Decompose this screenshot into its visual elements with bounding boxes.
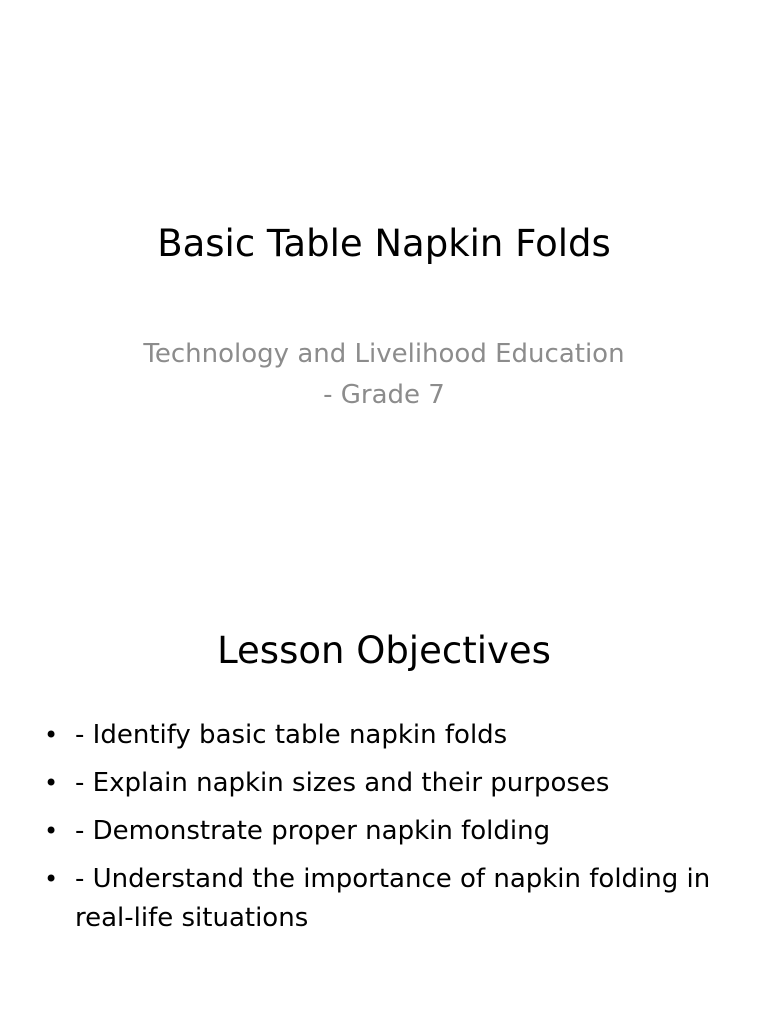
bullet-icon: • xyxy=(44,817,59,845)
slide-title: Basic Table Napkin Folds xyxy=(157,222,611,265)
subtitle-line-2: - Grade 7 xyxy=(323,380,445,410)
list-item-text: - Understand the importance of napkin folding in real-life situations xyxy=(75,864,711,933)
list-item xyxy=(40,860,740,938)
objectives-list xyxy=(40,716,740,947)
bullet-icon: • xyxy=(44,769,59,797)
slide-subtitle xyxy=(110,334,658,416)
subtitle-line-1: Technology and Livelihood Education xyxy=(143,339,625,369)
bullet-icon: • xyxy=(44,721,59,749)
bullet-icon: • xyxy=(44,865,59,893)
objectives-slide xyxy=(0,512,768,1024)
list-item xyxy=(40,716,740,755)
list-item xyxy=(40,764,740,803)
slide-title: Lesson Objectives xyxy=(217,629,551,672)
list-item xyxy=(40,812,740,851)
list-item-text: - Demonstrate proper napkin folding xyxy=(75,816,551,846)
list-item-text: - Explain napkin sizes and their purposes xyxy=(75,768,610,798)
list-item-text: - Identify basic table napkin folds xyxy=(75,720,508,750)
